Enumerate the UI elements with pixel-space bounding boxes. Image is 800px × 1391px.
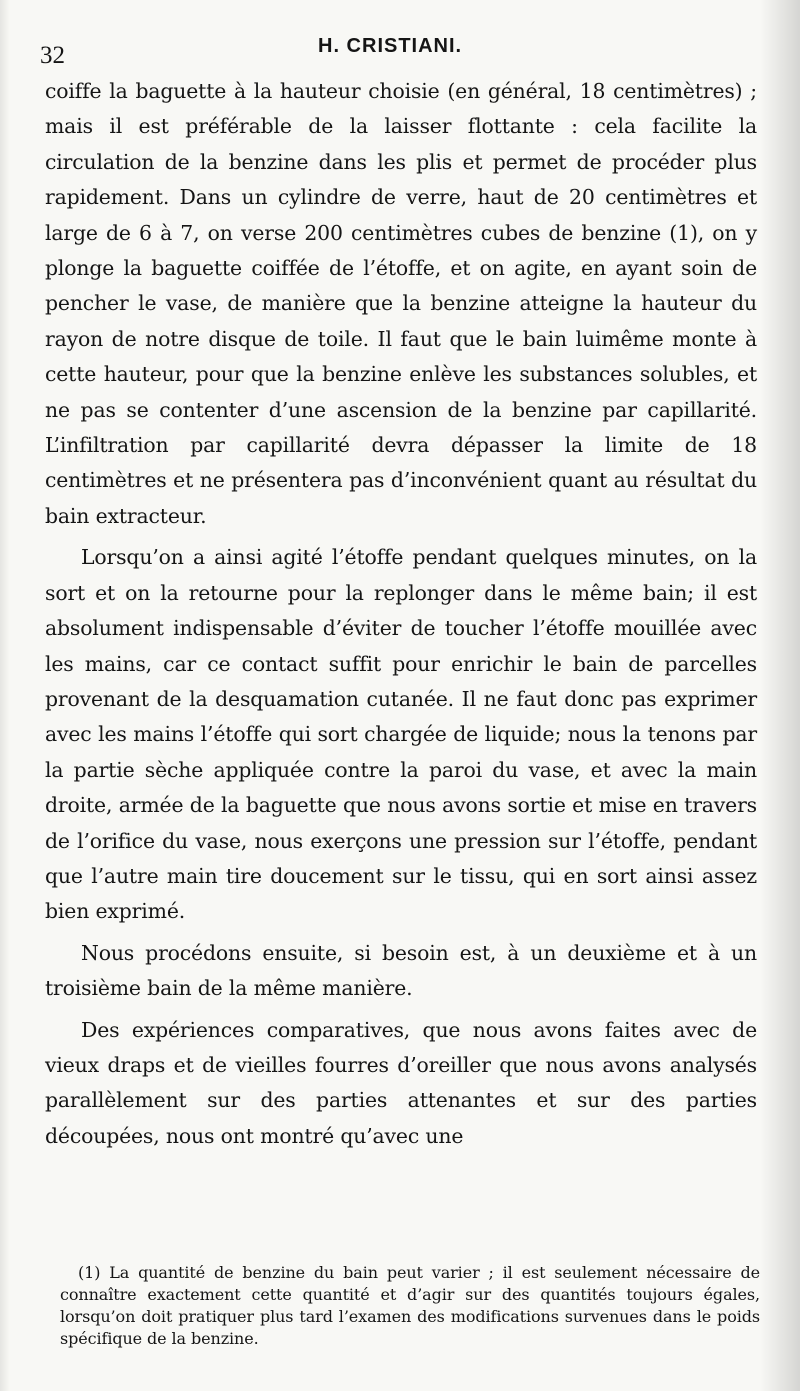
paragraph-3: Nous procédons ensuite, si besoin est, à un deuxième et à un troisième bain de la même manière. [45,940,757,1001]
body-text [45,74,757,1154]
paragraph-4: Des expériences comparatives, que nous avons faites avec de vieux draps et de vieilles fourres d’oreiller que nous avons analysés parallèlement sur des parties attenantes et sur des parties découpées, nous ont montré qu’avec une [45,1017,757,1148]
page-header [40,32,760,69]
footnote: (1) La quantité de benzine du bain peut varier ; il est seulement nécessaire de connaître exactement cette quantité et d’agir sur des quantités toujours égales, lorsqu’on doit pratiquer plus tard l’examen des modifications survenues dans le poids spécifique de la benzine. [60,1263,760,1348]
page-number: 32 [40,42,65,69]
paragraph-2: Lorsqu’on a ainsi agité l’étoffe pendant quelques minutes, on la sort et on la retourne pour la replonger dans le même bain; il est absolument indispensable d’éviter de toucher l’étoffe mouillée avec les mains, car ce contact suffit pour enrichir le bain de parcelles provenant de la desquamation cutanée. Il ne faut donc pas exprimer avec les mains l’étoffe qui sort chargée de liquide; nous la tenons par la partie sèche appliquée contre la paroi du vase, et avec la main droite, armée de la baguette que nous avons sortie et mise en travers de l’orifice du vase, nous exerçons une pression sur l’étoffe, pendant que l’autre main tire doucement sur le tissu, qui en sort ainsi assez bien exprimé. [45,545,757,924]
running-head: H. CRISTIANI. [318,35,463,57]
paragraph-1: coiffe la baguette à la hauteur choisie (en général, 18 centimètres) ; mais il est préférable de la laisser flottante : cela facilite la circulation de la benzine dans les plis et permet de procéder plus rapidement. Dans un cylindre de verre, haut de 20 centimètres et large de 6 à 7, on verse 200 centimètres cubes de benzine (1), on y plonge la baguette coiffée de l’étoffe, et on agite, en ayant soin de pencher le vase, de manière que la benzine atteigne la hauteur du rayon de notre disque de toile. Il faut que le bain luimême monte à cette hauteur, pour que la benzine enlève les substances solubles, et ne pas se contenter d’une ascension de la benzine par capillarité. L’infiltration par capillarité devra dépasser la limite de 18 centimètres et ne présentera pas d’inconvénient quant au résultat du bain extracteur. [45,79,757,528]
